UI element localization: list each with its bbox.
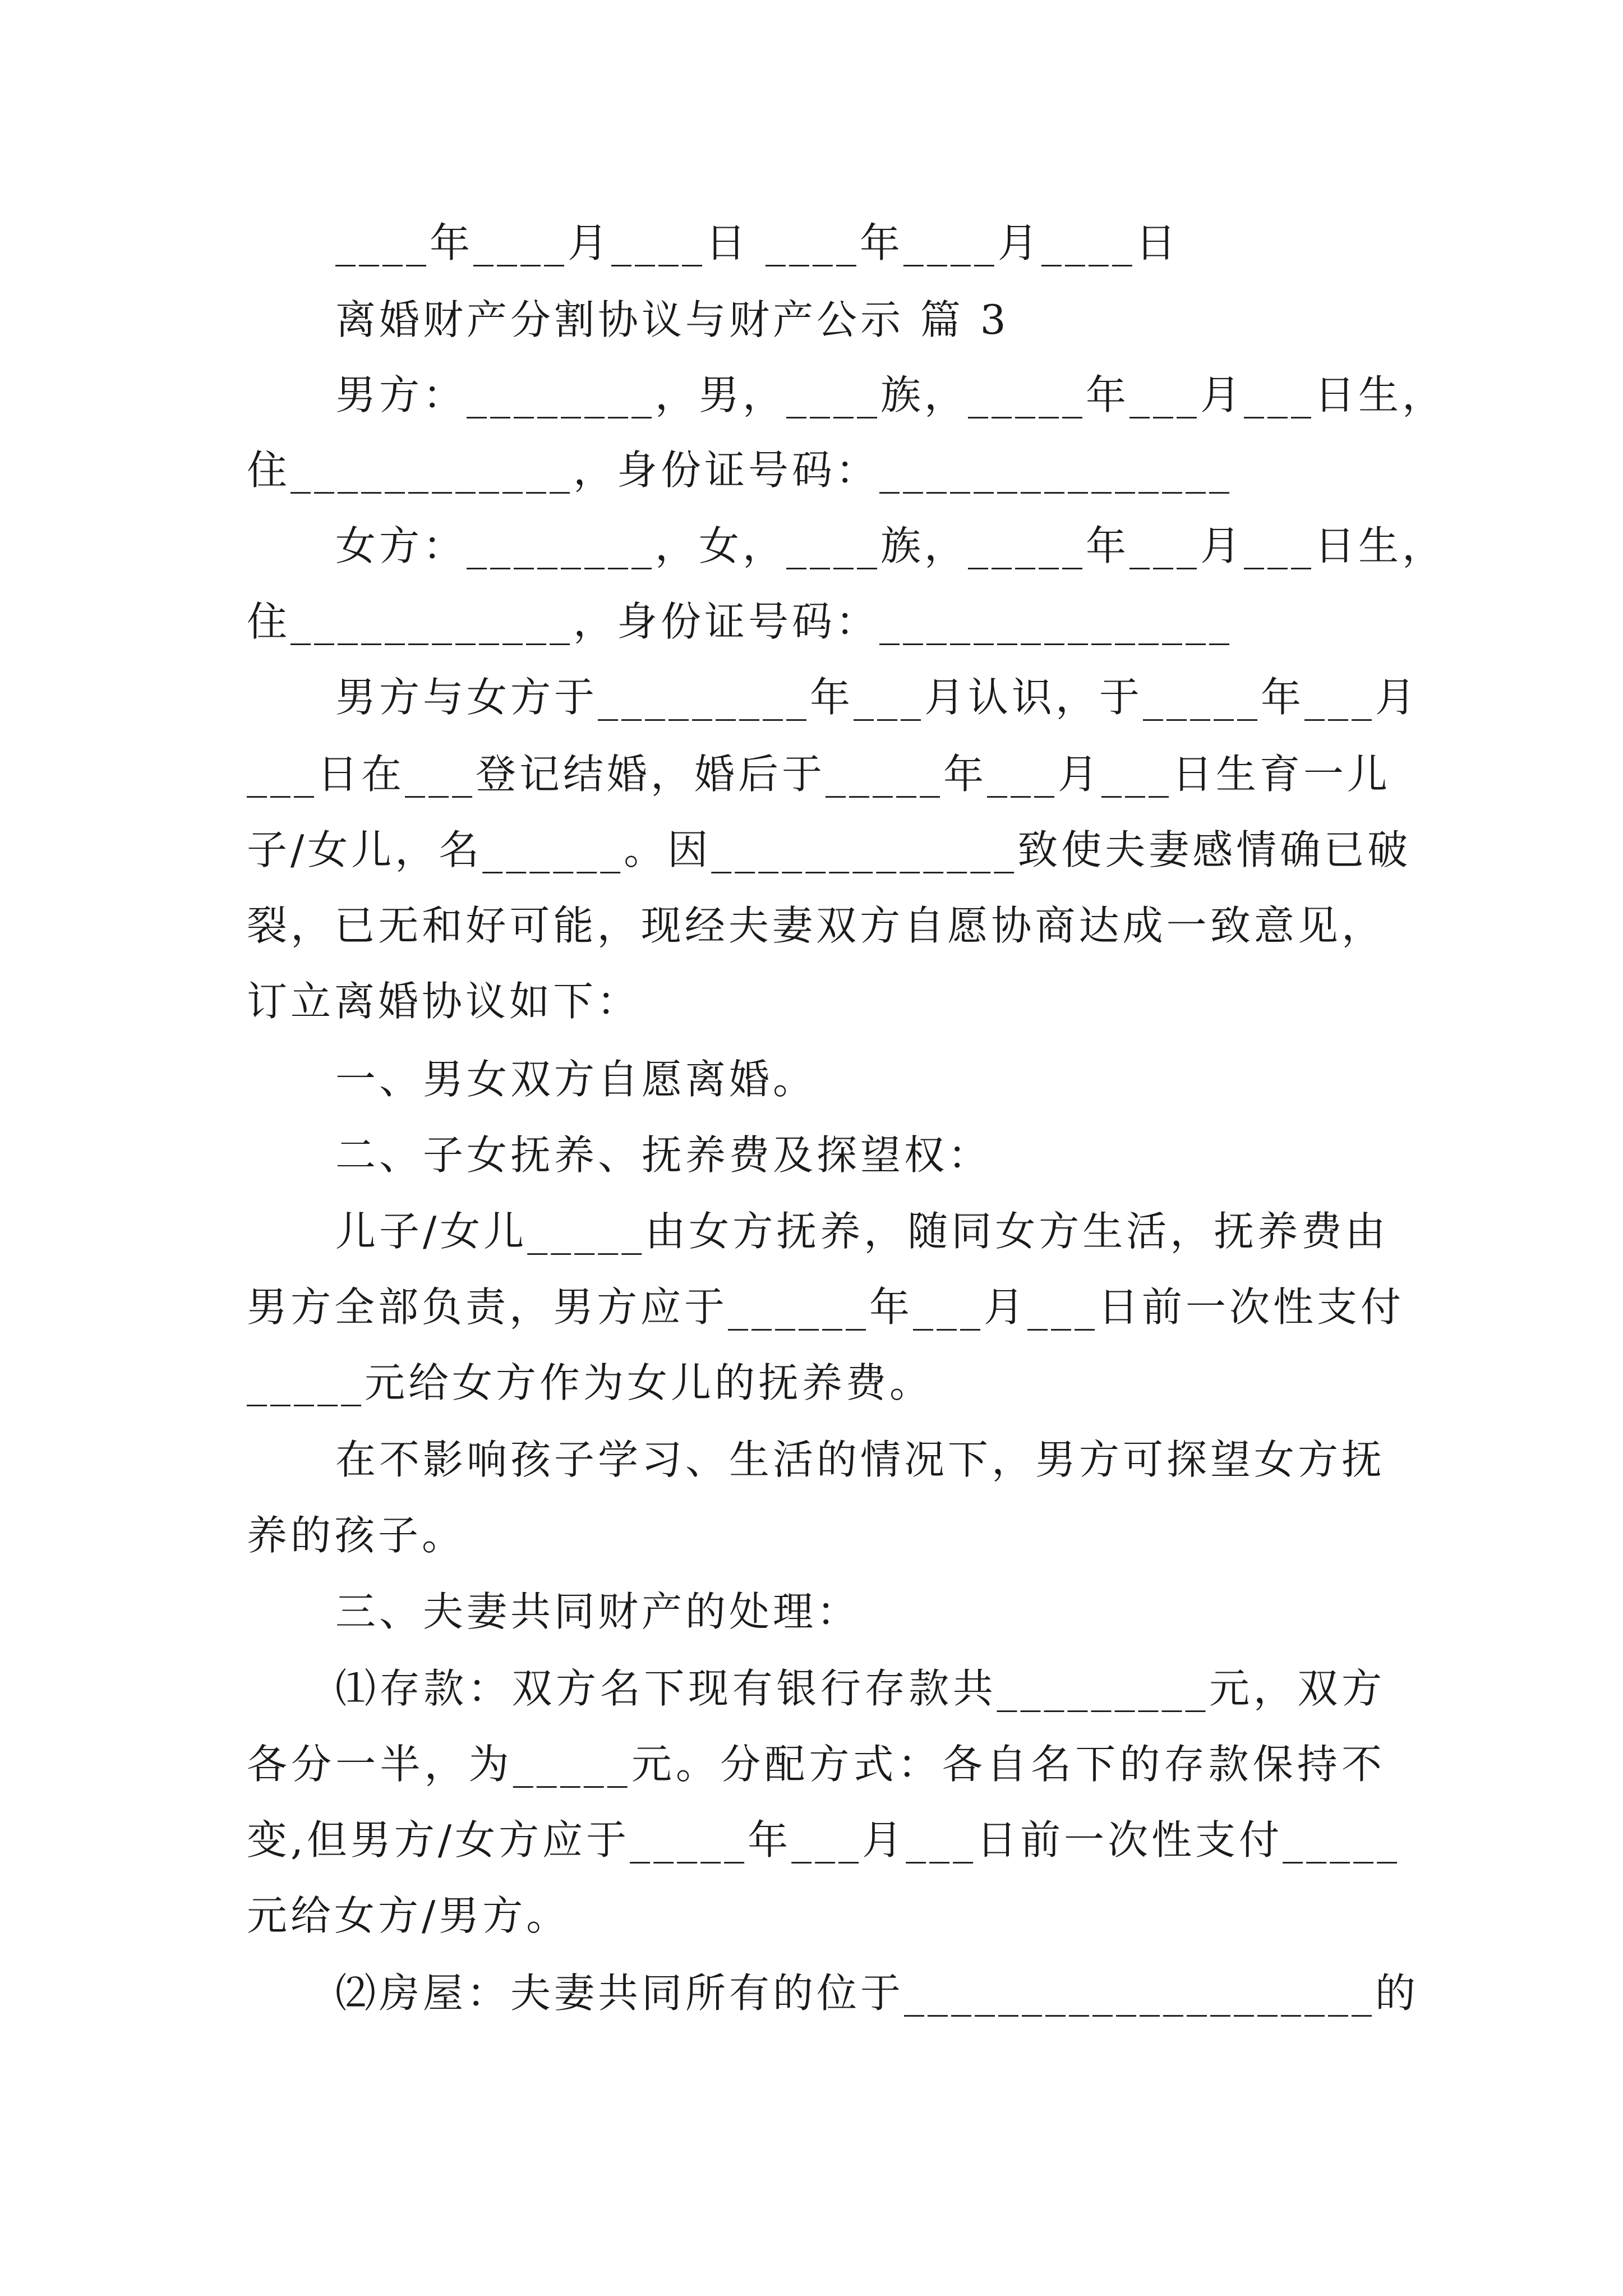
date-blanks-line: ____年____月____日 ____年____月____日 — [335, 219, 1179, 266]
clause-heading: 一、男女双方自愿离婚。 — [335, 1056, 817, 1103]
text-line: 男方：________，男，____族，_____年___月___日生， — [335, 371, 1446, 418]
clause-heading: 三、夫妻共同财产的处理： — [335, 1588, 861, 1635]
text-line: ___日在___登记结婚，婚后于_____年___月___日生育一儿 — [247, 751, 1391, 798]
text-line: 男方与女方于_________年___月认识，于_____年___月 — [335, 674, 1419, 721]
text-line: 各分一半，为_____元。分配方式：各自名下的存款保持不 — [247, 1741, 1385, 1788]
text-line: 养的孩子。 — [247, 1512, 466, 1559]
text-line: 裂，已无和好可能，现经夫妻双方自愿协商达成一致意见， — [247, 902, 1385, 949]
text-line: ⑴存款：双方名下现有银行存款共_________元，双方 — [335, 1665, 1385, 1712]
text-line: 女方：________，女，____族，_____年___月___日生， — [335, 522, 1446, 569]
section-title: 离婚财产分割协议与财产公示 篇 3 — [335, 296, 1009, 343]
text-line: 住____________，身份证号码：_______________ — [247, 598, 1233, 645]
text-line: 元给女方/男方。 — [247, 1892, 570, 1939]
text-line: 在不影响孩子学习、生活的情况下，男方可探望女方抚 — [335, 1436, 1386, 1483]
text-line: _____元给女方作为女儿的抚养费。 — [247, 1359, 934, 1406]
text-line: 变,但男方/女方应于_____年___月___日前一次性支付_____ — [247, 1816, 1401, 1864]
text-line: ⑵房屋：夫妻共同所有的位于____________________的 — [335, 1970, 1419, 2017]
text-line: 儿子/女儿_____由女方抚养，随同女方生活，抚养费由 — [335, 1208, 1389, 1255]
text-line: 男方全部负责，男方应于______年___月___日前一次性支付 — [247, 1283, 1405, 1331]
text-line: 订立离婚协议如下： — [247, 978, 641, 1025]
text-line: 子/女儿，名______。因_____________致使夫妻感情确已破 — [247, 826, 1412, 873]
clause-heading: 二、子女抚养、抚养费及探望权： — [335, 1131, 992, 1179]
text-line: 住____________，身份证号码：_______________ — [247, 447, 1233, 494]
